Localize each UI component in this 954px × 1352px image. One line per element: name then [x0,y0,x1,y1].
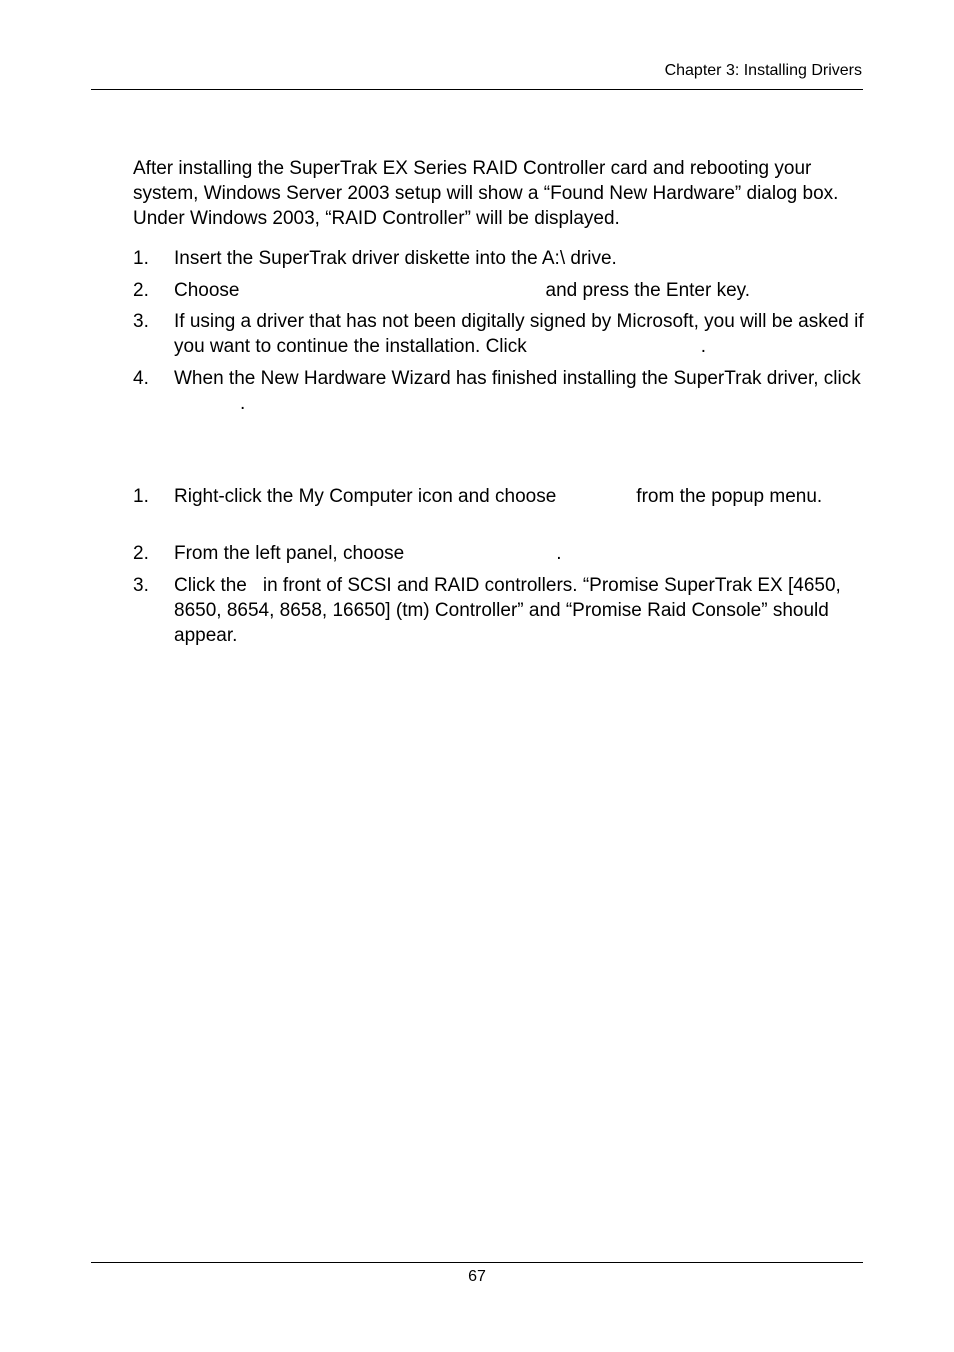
step-text-end: in front of SCSI and RAID controllers. “Promise SuperTrak EX [4650, 8650, 8654, 8658, 16650] (tm) Controller” and “Promise Raid Console” should appear. [174,575,841,646]
step-text-start: Choose [174,280,240,301]
footer-divider [91,1262,863,1263]
step-text-start: When the New Hardware Wizard has finished installing the SuperTrak driver, click [174,368,861,389]
step-text-end: . [240,393,246,414]
step-text-start: From the left panel, choose [174,543,405,564]
header-divider [91,89,863,90]
step-text-end: and press the Enter key. [545,280,751,301]
intro-paragraph: After installing the SuperTrak EX Series RAID Controller card and rebooting your system, Windows Server 2003 setup will show a “Found New Hardware” dialog box. Under Windows 2003, “RAID Controller” will be displayed. [133,158,839,229]
page-number: 67 [468,1268,486,1285]
step-text-end: . [556,543,562,564]
step-number: 3. [133,575,149,596]
step-number: 2. [133,280,149,301]
step-text-wrap [174,484,834,509]
step-number: 1. [133,486,149,507]
verify-step-1 [133,484,873,509]
step-number: 3. [133,311,149,332]
chapter-title: Chapter 3: Installing Drivers [664,62,862,79]
step-text-start: Click the [174,575,247,596]
step-text-end: . [700,336,707,357]
step-text-wrap [174,573,849,648]
step-number: 4. [133,368,149,389]
step-number: 2. [133,543,149,564]
step-text-wrap [174,541,873,566]
step-text-wrap [174,366,864,416]
step-number: 1. [133,248,149,269]
step-text-wrap [174,278,873,303]
verify-step-2 [133,541,873,566]
step-text-start: If using a driver that has not been digitally signed by Microsoft, you will be asked if you want to continue the installation. Click [174,311,864,357]
install-step-4 [133,366,873,416]
verify-step-3 [133,573,873,648]
install-step-3 [133,309,873,359]
step-text-start: Right-click the My Computer icon and choose [174,486,557,507]
install-step-2 [133,278,873,303]
step-text: Insert the SuperTrak driver diskette into the A:\ drive. [174,248,617,269]
install-step-1 [133,246,873,271]
step-text-end: from the popup menu. [636,486,823,507]
step-text-wrap [174,309,864,359]
